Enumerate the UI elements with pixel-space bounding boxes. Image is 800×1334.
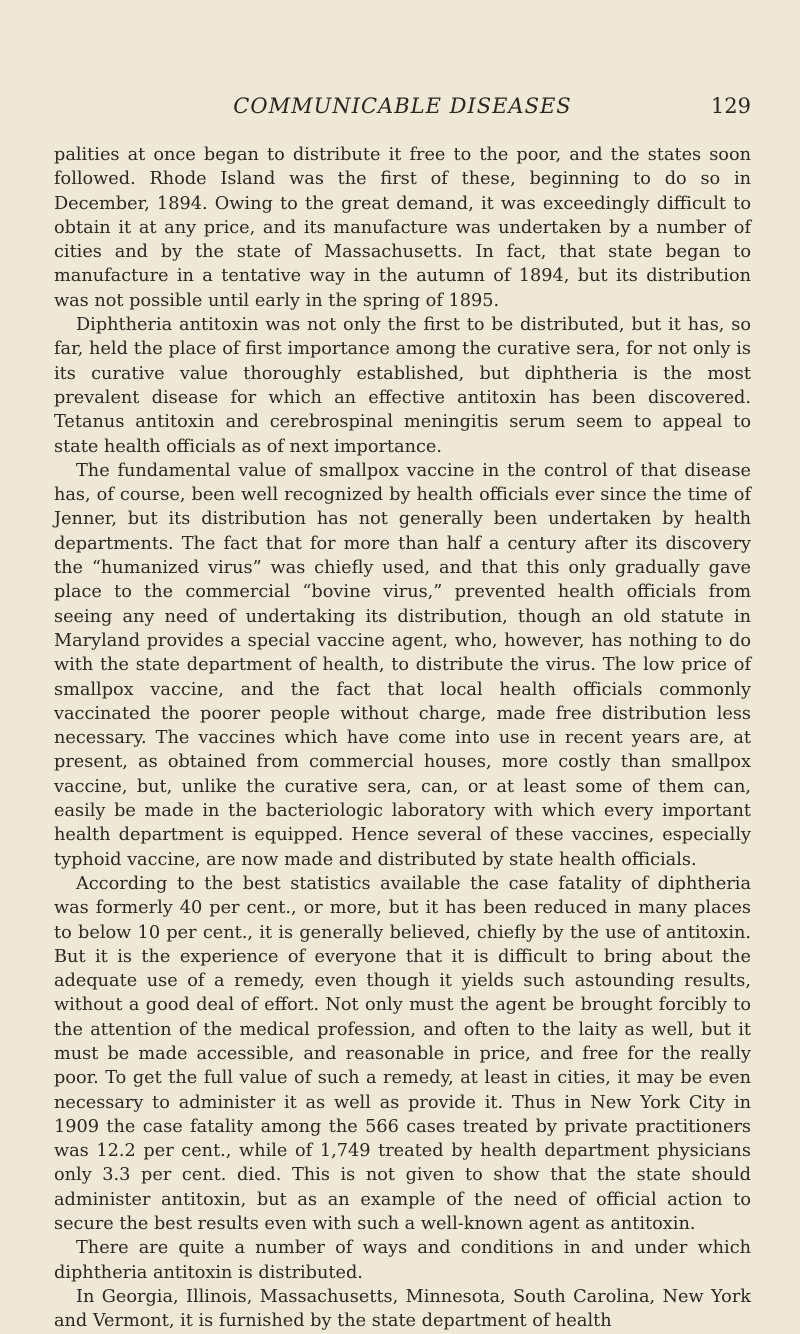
paragraph-states-list: In Georgia, Illinois, Massachusetts, Minnesota, South Carolina, New York and Vermont, it is furnished by the state department of health <box>54 1286 751 1332</box>
page-header <box>54 0 751 118</box>
paragraph-continuation: palities at once began to distribute it free to the poor, and the states soon followed. Rhode Island was the first of these, beginning to do so in December, 1894. Owing to the great demand, it was exceedingly difficult to obtain it at any price, and its manufacture was undertaken by a number of cities and by the state of Massachusetts. In fact, that state began to manufacture in a tentative way in the autumn of 1894, but its distribution was not possible until early in the spring of 1895. <box>54 145 751 311</box>
paragraph-case-fatality: According to the best statistics available the case fatality of diphtheria was formerly 40 per cent., or more, but it has been reduced in many places to below 10 per cent., it is generally believed, chiefly by the use of antitoxin. But it is the experience of everyone that it is difficult to bring about the adequate use of a remedy, even though it yields such astounding results, without a good deal of effort. Not only must the agent be brought forcibly to the attention of the medical profession, and often to the laity as well, but it must be made accessible, and reasonable in price, and free for the really poor. To get the full value of such a remedy, at least in cities, it may be even necessary to administer it as well as provide it. Thus in New York City in 1909 the case fatality among the 566 cases treated by private practitioners was 12.2 per cent., while of 1,749 treated by health department physicians only 3.3 per cent. died. This is not given to show that the state should administer antitoxin, but as an example of the need of official action to secure the best results even with such a well-known agent as antitoxin. <box>54 873 751 1235</box>
paragraph-diphtheria-antitoxin: Diphtheria antitoxin was not only the first to be distributed, but it has, so far, held the place of first importance among the curative sera, for not only is its curative value thoroughly established, but diphtheria is the most prevalent disease for which an effective antitoxin has been discovered. Tetanus antitoxin and cerebrospinal meningitis serum seem to appeal to state health officials as of next importance. <box>54 315 751 457</box>
running-title: COMMUNICABLE DISEASES <box>233 94 572 118</box>
page-number: 129 <box>710 94 751 118</box>
paragraph-smallpox-vaccine: The fundamental value of smallpox vaccine in the control of that disease has, of course, been well recognized by health officials ever since the time of Jenner, but its distribution has not generally been undertaken by health departments. The fact that for more than half a century after its discovery the “humanized virus” was chiefly used, and that this only gradually gave place to the commercial “bovine virus,” prevented health officials from seeing any need of undertaking its distribution, though an old statute in Maryland provides a special vaccine agent, who, however, has nothing to do with the state department of health, to distribute the virus. The low price of smallpox vaccine, and the fact that local health officials commonly vaccinated the poorer people without charge, made free distribution less necessary. The vaccines which have come into use in recent years are, at present, as obtained from commercial houses, more costly than smallpox vaccine, but, unlike the curative sera, can, or at least some of them can, easily be made in the bacteriologic laboratory with which every important health department is equipped. Hence several of these vaccines, especially typhoid vaccine, are now made and distributed by state health officials. <box>54 460 751 870</box>
paragraph-distribution-ways: There are quite a number of ways and conditions in and under which diphtheria antitoxin is distributed. <box>54 1238 751 1283</box>
body-text <box>54 143 751 1334</box>
